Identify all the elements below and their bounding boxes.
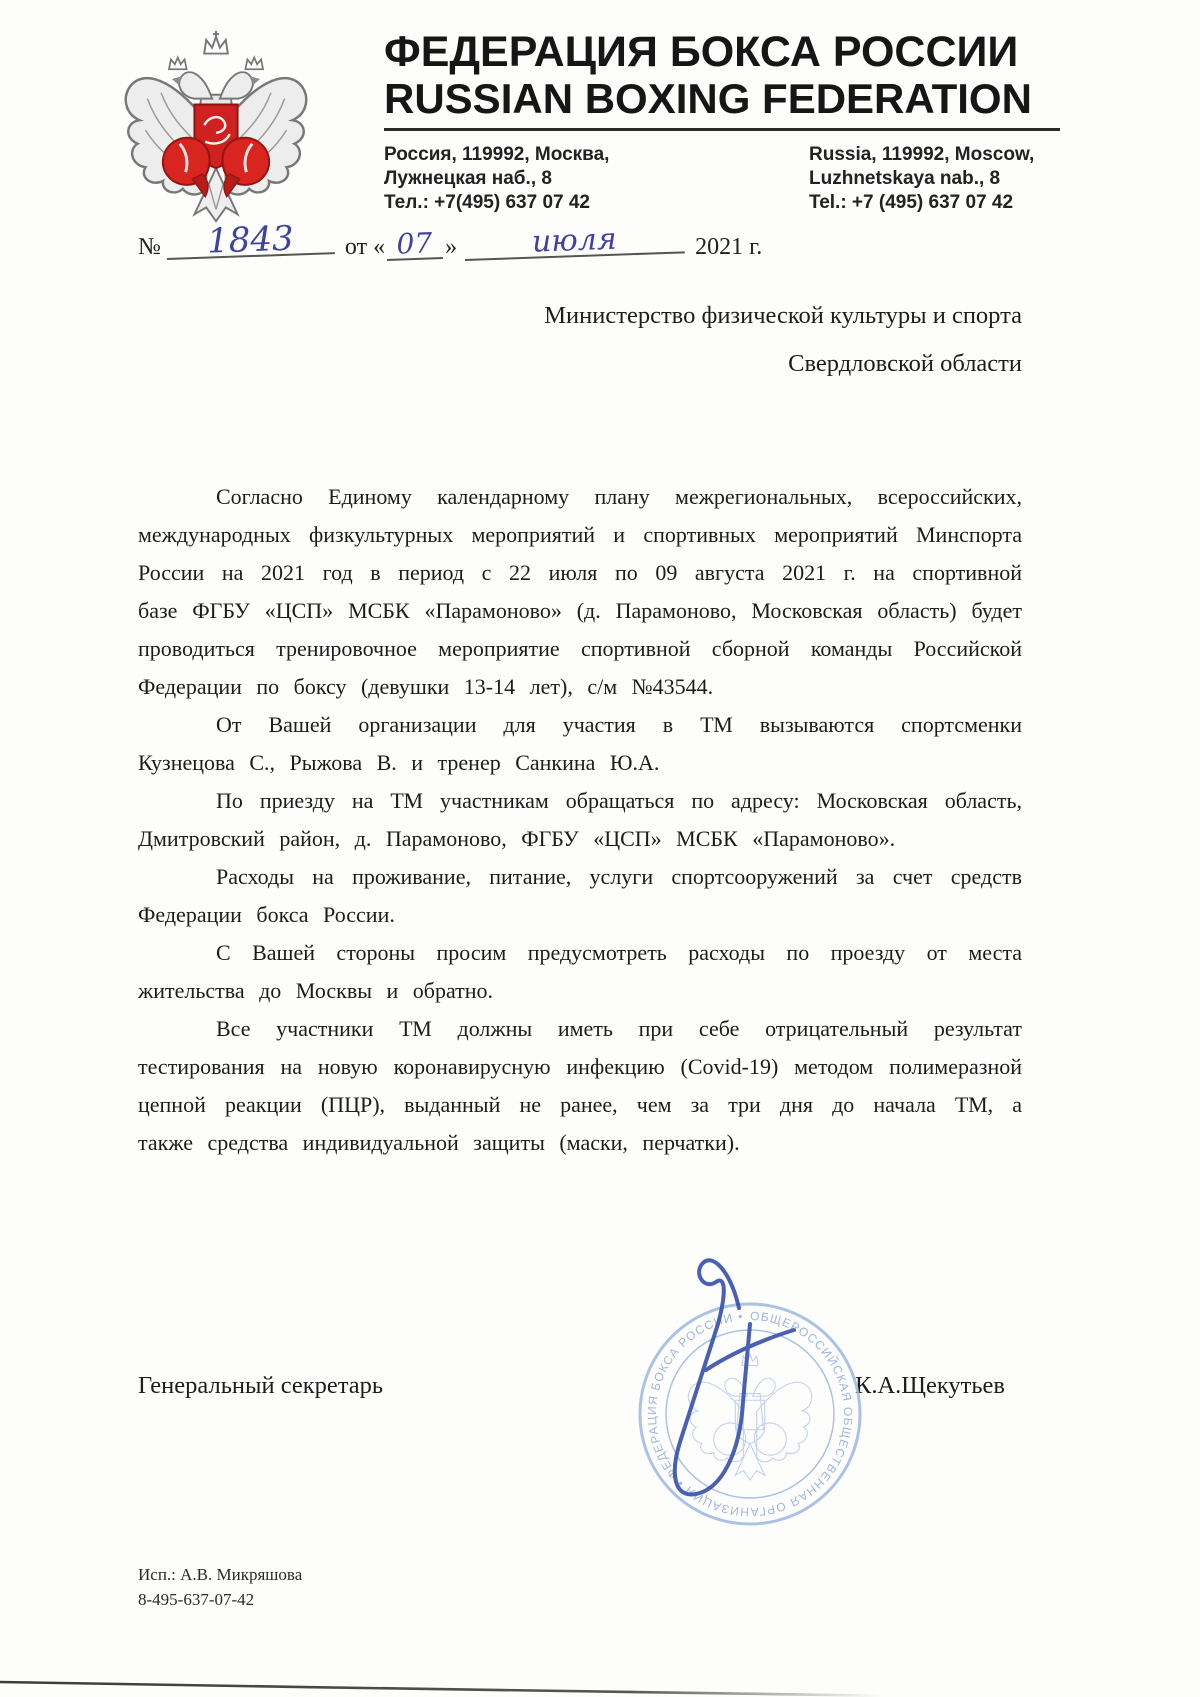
letterhead-divider <box>384 128 1060 131</box>
letterhead <box>118 28 1078 234</box>
address-line: Тел.: +7(495) 637 07 42 <box>384 192 591 213</box>
org-title-en: RUSSIAN BOXING FEDERATION <box>384 75 1032 122</box>
ref-month-handwritten: июля <box>464 223 685 261</box>
signature-row <box>138 1372 1005 1400</box>
address-line: Tel.: +7 (495) 637 07 42 <box>809 192 1014 213</box>
body-paragraph: Согласно Единому календарному плану межрегиональных, всероссийских, международных физкультурных мероприятий и спортивных мероприятий Минспорта России на 2021 год в период с 22 июля по 09 августа 2021 г. на спортивной базе ФГБУ «ЦСП» МСБК «Парамоново» (д. Парамоново, Московская область) будет проводиться тренировочное мероприятие спортивной сборной команды Российской Федерации по боксу (девушки 13-14 лет), с/м №43544. <box>138 484 1022 699</box>
signer-name: К.А.Щекутьев <box>854 1372 1005 1399</box>
body-paragraph: Расходы на проживание, питание, услуги спортсооружений за счет средств Федерации бокса России. <box>138 864 1022 927</box>
addressee-line: Свердловской области <box>788 350 1022 377</box>
body-paragraph: С Вашей стороны просим предусмотреть расходы по проезду от места жительства до Москвы и обратно. <box>138 940 1022 1003</box>
body-paragraph: По приезду на ТМ участникам обращаться по адресу: Московская область, Дмитровский район, д. Парамоново, ФГБУ «ЦСП» МСБК «Парамоново». <box>138 788 1022 851</box>
federation-emblem-icon <box>118 28 314 234</box>
address-line: Russia, 119992, Moscow, <box>809 144 1035 165</box>
letter-body <box>138 478 1022 1162</box>
org-title-ru: ФЕДЕРАЦИЯ БОКСА РОССИИ <box>384 28 1019 76</box>
ref-quote-close: » <box>445 234 458 260</box>
ref-year: 2021 г. <box>695 234 763 260</box>
ref-number-line <box>138 218 763 262</box>
signer-role: Генеральный секретарь <box>138 1372 384 1399</box>
executor-phone: 8-495-637-07-42 <box>138 1590 255 1609</box>
address-line: Luzhnetskaya nab., 8 <box>809 168 1001 189</box>
address-block-ru <box>384 143 809 215</box>
ref-number-handwritten: 1843 <box>166 222 335 260</box>
address-line: Россия, 119992, Москва, <box>384 144 610 165</box>
executor-name: Исп.: А.В. Микряшова <box>138 1565 303 1584</box>
addressee-line: Министерство физической культуры и спорта <box>544 302 1022 329</box>
ref-day-handwritten: 07 <box>386 229 443 261</box>
executor-block <box>138 1562 302 1612</box>
addressee-block <box>544 292 1022 388</box>
scan-edge-artifact <box>0 1666 1200 1697</box>
address-block-en <box>809 143 1034 215</box>
address-line: Лужнецкая наб., 8 <box>384 168 552 189</box>
stamp-circular-text: ОБЩЕРОССИЙСКАЯ ОБЩЕСТВЕННАЯ ОРГАНИЗАЦИЯ • ФЕДЕРАЦИЯ БОКСА РОССИИ • <box>644 1308 856 1520</box>
body-paragraph: От Вашей организации для участия в ТМ вызываются спортсменки Кузнецова С., Рыжова В. и тренер Санкина Ю.А. <box>138 712 1022 775</box>
pen-signature-icon <box>642 1246 822 1528</box>
body-paragraph: Все участники ТМ должны иметь при себе отрицательный результат тестирования на новую коронавирусную инфекцию (Covid-19) методом полимеразной цепной реакции (ПЦР), выданный не ранее, чем за три дня до начала ТМ, а также средства индивидуальной защиты (маски, перчатки). <box>138 1016 1022 1155</box>
ref-number-label: № <box>138 234 161 260</box>
ref-from-label: от « <box>344 234 386 260</box>
